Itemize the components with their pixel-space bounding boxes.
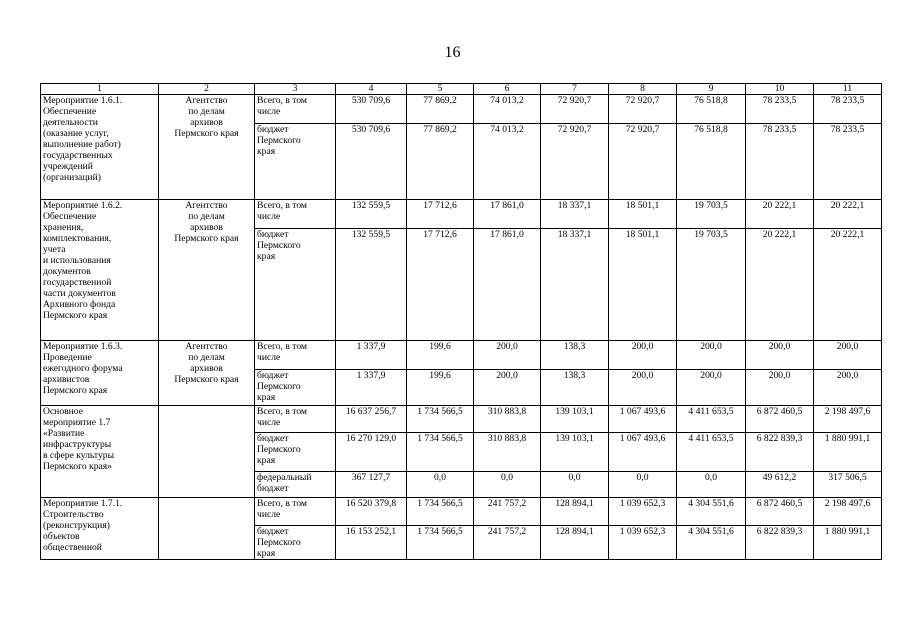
value-cell: 367 127,7 xyxy=(336,472,407,498)
value-cell: 17 712,6 xyxy=(407,229,474,341)
value-cell: 317 506,5 xyxy=(814,472,882,498)
value-cell: 241 757,2 xyxy=(474,498,541,526)
value-cell: 0,0 xyxy=(677,472,746,498)
column-number: 9 xyxy=(677,84,746,95)
value-cell: 132 559,5 xyxy=(336,229,407,341)
value-cell: 241 757,2 xyxy=(474,526,541,560)
event-name-cell: Мероприятие 1.7.1. Строительство (реконструкция) объектов общественной xyxy=(41,498,159,560)
funding-source-cell: Всего, в том числе xyxy=(255,406,336,433)
value-cell: 4 411 653,5 xyxy=(677,406,746,433)
value-cell: 200,0 xyxy=(609,370,677,406)
value-cell: 200,0 xyxy=(677,341,746,370)
value-cell: 530 709,6 xyxy=(336,95,407,124)
value-cell: 1 734 566,5 xyxy=(407,526,474,560)
value-cell: 138,3 xyxy=(541,341,609,370)
funding-source-cell: федеральный бюджет xyxy=(255,472,336,498)
value-cell: 4 411 653,5 xyxy=(677,433,746,472)
executor-cell: Агентство по делам архивов Пермского края xyxy=(159,95,255,200)
value-cell: 72 920,7 xyxy=(609,124,677,200)
value-cell: 76 518,8 xyxy=(677,95,746,124)
value-cell: 16 520 379,8 xyxy=(336,498,407,526)
funding-source-cell: бюджет Пермского края xyxy=(255,433,336,472)
executor-cell: Агентство по делам архивов Пермского края xyxy=(159,200,255,341)
value-cell: 16 637 256,7 xyxy=(336,406,407,433)
value-cell: 78 233,5 xyxy=(746,95,814,124)
value-cell: 1 880 991,1 xyxy=(814,433,882,472)
value-cell: 17 861,0 xyxy=(474,200,541,229)
value-cell: 200,0 xyxy=(814,370,882,406)
value-cell: 1 337,9 xyxy=(336,370,407,406)
value-cell: 74 013,2 xyxy=(474,95,541,124)
value-cell: 17 712,6 xyxy=(407,200,474,229)
table-row xyxy=(41,406,882,433)
column-number: 4 xyxy=(336,84,407,95)
funding-source-cell: бюджет Пермского края xyxy=(255,124,336,200)
value-cell: 1 039 652,3 xyxy=(609,526,677,560)
value-cell: 200,0 xyxy=(474,341,541,370)
event-name-cell: Мероприятие 1.6.2. Обеспечение хранения, комплектования, учета и использования документов государственной части документов Архивного фонда Пермского края xyxy=(41,200,159,341)
budget-table xyxy=(40,83,882,560)
value-cell: 1 880 991,1 xyxy=(814,526,882,560)
funding-source-cell: бюджет Пермского края xyxy=(255,370,336,406)
value-cell: 4 304 551,6 xyxy=(677,526,746,560)
value-cell: 1 734 566,5 xyxy=(407,433,474,472)
value-cell: 18 337,1 xyxy=(541,200,609,229)
column-number: 6 xyxy=(474,84,541,95)
event-name-cell: Основное мероприятие 1.7 «Развитие инфраструктуры в сфере культуры Пермского края» xyxy=(41,406,159,498)
value-cell: 6 822 839,3 xyxy=(746,526,814,560)
value-cell: 1 734 566,5 xyxy=(407,406,474,433)
value-cell: 6 872 460,5 xyxy=(746,498,814,526)
value-cell: 72 920,7 xyxy=(541,124,609,200)
column-number: 7 xyxy=(541,84,609,95)
column-number: 5 xyxy=(407,84,474,95)
value-cell: 200,0 xyxy=(746,370,814,406)
value-cell: 16 153 252,1 xyxy=(336,526,407,560)
funding-source-cell: бюджет Пермского края xyxy=(255,229,336,341)
executor-cell xyxy=(159,498,255,560)
executor-cell: Агентство по делам архивов Пермского края xyxy=(159,341,255,406)
value-cell: 1 067 493,6 xyxy=(609,433,677,472)
value-cell: 78 233,5 xyxy=(814,95,882,124)
value-cell: 1 337,9 xyxy=(336,341,407,370)
value-cell: 76 518,8 xyxy=(677,124,746,200)
table-row xyxy=(41,95,882,124)
value-cell: 132 559,5 xyxy=(336,200,407,229)
value-cell: 200,0 xyxy=(746,341,814,370)
value-cell: 128 894,1 xyxy=(541,526,609,560)
event-name-cell: Мероприятие 1.6.1. Обеспечение деятельности (оказание услуг, выполнение работ) государственных учреждений (организаций) xyxy=(41,95,159,200)
value-cell: 19 703,5 xyxy=(677,229,746,341)
value-cell: 2 198 497,6 xyxy=(814,498,882,526)
value-cell: 200,0 xyxy=(814,341,882,370)
funding-source-cell: Всего, в том числе xyxy=(255,341,336,370)
value-cell: 72 920,7 xyxy=(609,95,677,124)
table-row xyxy=(41,341,882,370)
value-cell: 310 883,8 xyxy=(474,433,541,472)
value-cell: 78 233,5 xyxy=(746,124,814,200)
value-cell: 199,6 xyxy=(407,370,474,406)
value-cell: 18 501,1 xyxy=(609,200,677,229)
value-cell: 2 198 497,6 xyxy=(814,406,882,433)
value-cell: 77 869,2 xyxy=(407,124,474,200)
value-cell: 1 039 652,3 xyxy=(609,498,677,526)
value-cell: 1 734 566,5 xyxy=(407,498,474,526)
value-cell: 77 869,2 xyxy=(407,95,474,124)
value-cell: 0,0 xyxy=(474,472,541,498)
value-cell: 72 920,7 xyxy=(541,95,609,124)
value-cell: 18 501,1 xyxy=(609,229,677,341)
column-number: 8 xyxy=(609,84,677,95)
value-cell: 6 822 839,3 xyxy=(746,433,814,472)
value-cell: 0,0 xyxy=(541,472,609,498)
value-cell: 200,0 xyxy=(677,370,746,406)
value-cell: 200,0 xyxy=(609,341,677,370)
value-cell: 6 872 460,5 xyxy=(746,406,814,433)
value-cell: 16 270 129,0 xyxy=(336,433,407,472)
column-number: 2 xyxy=(159,84,255,95)
executor-cell xyxy=(159,406,255,498)
funding-source-cell: бюджет Пермского края xyxy=(255,526,336,560)
value-cell: 18 337,1 xyxy=(541,229,609,341)
table-row xyxy=(41,498,882,526)
table-row xyxy=(41,200,882,229)
column-number: 3 xyxy=(255,84,336,95)
value-cell: 1 067 493,6 xyxy=(609,406,677,433)
value-cell: 78 233,5 xyxy=(814,124,882,200)
value-cell: 200,0 xyxy=(474,370,541,406)
value-cell: 17 861,0 xyxy=(474,229,541,341)
value-cell: 4 304 551,6 xyxy=(677,498,746,526)
value-cell: 49 612,2 xyxy=(746,472,814,498)
column-number: 11 xyxy=(814,84,882,95)
value-cell: 20 222,1 xyxy=(746,200,814,229)
value-cell: 20 222,1 xyxy=(746,229,814,341)
column-number: 1 xyxy=(41,84,159,95)
column-number: 10 xyxy=(746,84,814,95)
value-cell: 74 013,2 xyxy=(474,124,541,200)
value-cell: 310 883,8 xyxy=(474,406,541,433)
page-number: 16 xyxy=(444,44,461,61)
value-cell: 199,6 xyxy=(407,341,474,370)
value-cell: 128 894,1 xyxy=(541,498,609,526)
value-cell: 530 709,6 xyxy=(336,124,407,200)
event-name-cell: Мероприятие 1.6.3. Проведение ежегодного форума архивистов Пермского края xyxy=(41,341,159,406)
funding-source-cell: Всего, в том числе xyxy=(255,200,336,229)
column-number-row xyxy=(41,84,882,95)
funding-source-cell: Всего, в том числе xyxy=(255,95,336,124)
value-cell: 138,3 xyxy=(541,370,609,406)
value-cell: 20 222,1 xyxy=(814,200,882,229)
value-cell: 0,0 xyxy=(609,472,677,498)
value-cell: 20 222,1 xyxy=(814,229,882,341)
value-cell: 139 103,1 xyxy=(541,406,609,433)
funding-source-cell: Всего, в том числе xyxy=(255,498,336,526)
value-cell: 19 703,5 xyxy=(677,200,746,229)
value-cell: 0,0 xyxy=(407,472,474,498)
value-cell: 139 103,1 xyxy=(541,433,609,472)
